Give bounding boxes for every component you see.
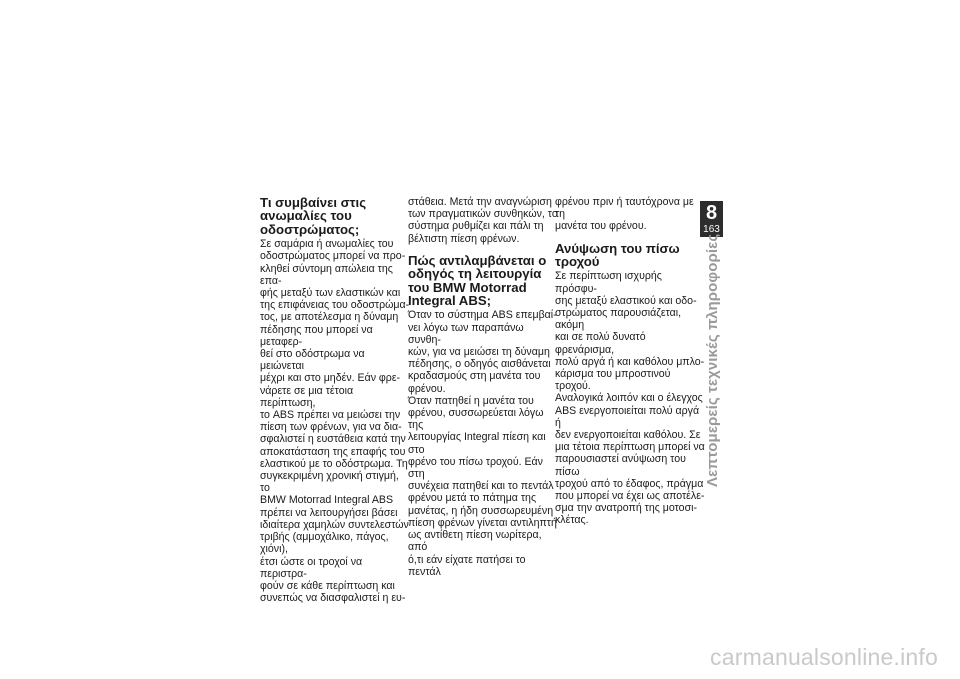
section-body: Σε περίπτωση ισχυρής πρόσφυ- σης μεταξύ ελαστικού και οδο- στρώματος παρουσιάζεται, ακόμη και σε πολύ δυνατό φρενάρισμα, πολύ αργά ή και καθόλου μπλο- κάρισμα του μπροστινού τροχού. Αναλογικά λοιπόν και ο έλεγχος ABS ενεργοποιείται πολύ αργά ή δεν ενεργοποιείται καθόλου. Σε μια τέτοια περίπτωση μπορεί να παρουσιαστεί ανύψωση του πίσω τροχού από το έδαφος, πράγμα που μπορεί να έχει ως αποτέλε- σμα την ανατροπή της μοτοσι- κλέτας. [555, 270, 705, 527]
section-body: Σε σαμάρια ή ανωμαλίες του οδοστρώματος μπορεί να προ- κληθεί σύντομη απώλεια της επα- φής μεταξύ των ελαστικών και της επιφάνειας του οδοστρώμα- τος, με αποτέλεσμα η δύναμη πέδησης που μπορεί να μεταφερ- θεί στο οδόστρωμα να μειώνεται μέχρι και στο μηδέν. Εάν φρε- νάρετε σε μια τέτοια περίπτωση, το ABS πρέπει να μειώσει την πίεση των φρένων, για να δια- σφαλιστεί η ευστάθεια κατά την αποκατάσταση της επαφής του ελαστικού με το οδόστρωμα. Τη συγκεκριμένη χρονική στιγμή, το BMW Motorrad Integral ABS πρέπει να λειτουργήσει βάσει ιδιαίτερα χαμηλών συντελεστών τριβής (αμμοχάλικο, πάγος, χιόνι), έτσι ώστε οι τροχοί να περιστρα- φούν σε κάθε περίπτωση και συνεπώς να διασφαλιστεί η ευ- [260, 238, 410, 605]
chapter-tab [700, 201, 723, 237]
side-chapter-title [697, 233, 727, 487]
watermark: carmanualsonline.info [710, 644, 938, 670]
page-number: 163 [703, 224, 720, 235]
text-column-1 [260, 196, 410, 604]
continued-paragraph: στάθεια. Μετά την αναγνώριση των πραγματικών συνθηκών, το σύστημα ρυθμίζει και πάλι τη βέλτιστη πίεση φρένων. [408, 196, 558, 245]
section-body: Όταν το σύστημα ABS επεμβαί- νει λόγω των παραπάνω συνθη- κών, για να μειώσει τη δύναμη πέδησης, ο οδηγός αισθάνεται κραδασμούς στη μανέτα του φρένου. [408, 309, 557, 395]
section-heading-abs-perception: Πώς αντιλαμβάνεται ο οδηγός τη λειτουργία του BMW Motorrad Integral ABS; [408, 252, 547, 309]
side-chapter-title-text: Λεπτομερείς τεχνικές πληροφορίες [704, 233, 721, 487]
section-body: Όταν πατηθεί η μανέτα του φρένου, συσσωρεύεται λόγω της λειτουργίας Integral πίεση και στο φρένο του πίσω τροχού. Εάν στη συνέχεια πατηθεί και το πεντάλ φρένου μετά το πάτημα της μανέτας, η ήδη συσσωρευμένη πίεση φρένων γίνεται αντιληπτή ως αντίθετη πίεση νωρίτερα, από ό,τι εάν είχατε πατήσει το πεντάλ [408, 394, 557, 578]
text-column-3 [555, 196, 705, 527]
continued-paragraph: φρένου πριν ή ταυτόχρονα με τη μανέτα του φρένου. [555, 196, 694, 233]
chapter-number: 8 [705, 202, 718, 224]
text-column-2 [408, 196, 558, 578]
section-heading-road-unevenness: Τι συμβαίνει στις ανωμαλίες του οδοστρώματος; [260, 195, 367, 237]
section-heading-rear-wheel-lift: Ανύψωση του πίσω τροχού [555, 240, 680, 270]
